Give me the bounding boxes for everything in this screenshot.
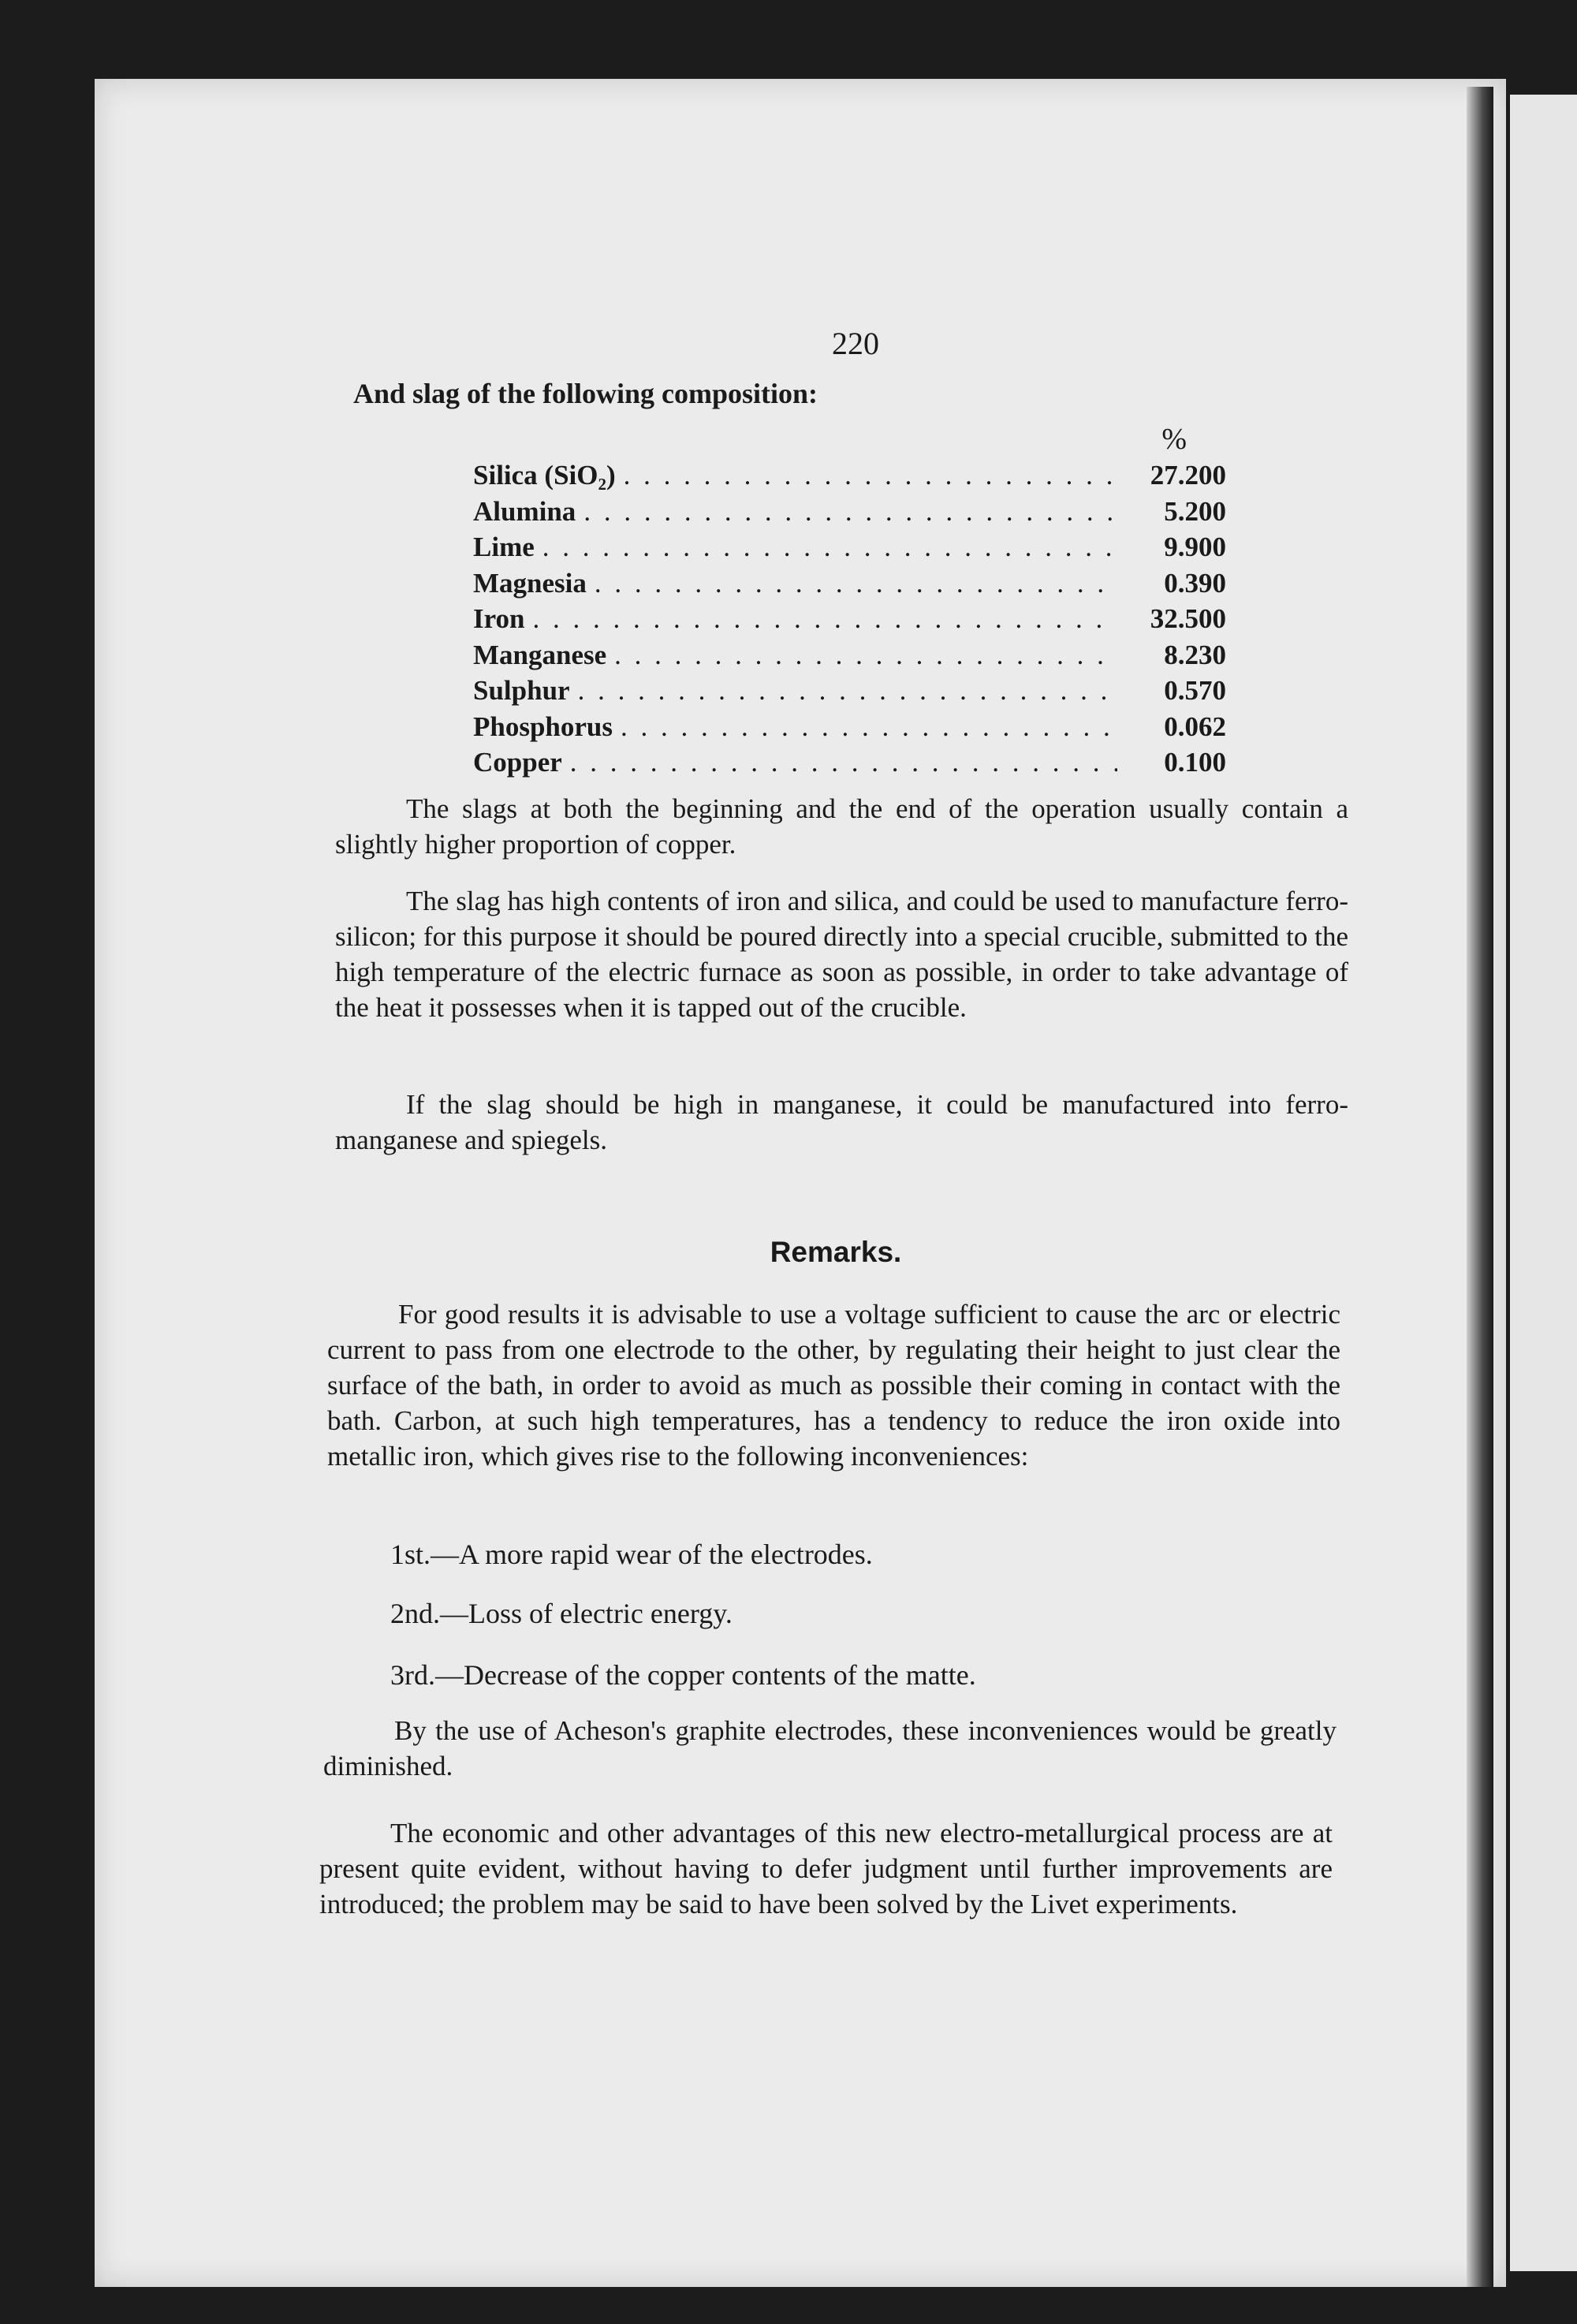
component-name: Copper bbox=[473, 747, 562, 778]
paragraph-remarks-intro: For good results it is advisable to use a voltage sufficient to cause the arc or electric current to pass from one electrode to the other, by regulating their height to just clear the surface of the bath, in order to avoid as much as possible their coming in contact with the bath. Carbon, at such high temperatures, has a tendency to reduce the iron oxide into metallic iron, which gives rise to the following inconveniences: bbox=[327, 1299, 1340, 1472]
list-item: 3rd.—Decrease of the copper contents of the matte. bbox=[390, 1659, 976, 1691]
table-row bbox=[473, 640, 1226, 676]
component-name: Iron bbox=[473, 603, 525, 634]
component-value: 27.200 bbox=[1150, 460, 1226, 491]
dot-leader bbox=[542, 532, 1117, 563]
table-row bbox=[473, 603, 1226, 640]
list-item: 1st.—A more rapid wear of the electrodes. bbox=[390, 1539, 873, 1570]
component-value: 0.100 bbox=[1164, 747, 1226, 778]
component-name: Magnesia bbox=[473, 567, 587, 599]
component-name: Silica (SiO₂) bbox=[473, 460, 616, 491]
slag-composition-table bbox=[473, 422, 1226, 783]
paragraph-ferro-manganese: If the slag should be high in manganese, it could be manufactured into ferro-manganese and spiegels. bbox=[335, 1089, 1348, 1155]
dot-leader bbox=[595, 568, 1117, 599]
table-row bbox=[473, 711, 1226, 748]
component-value: 8.230 bbox=[1164, 639, 1226, 670]
table-row bbox=[473, 568, 1226, 604]
table-row bbox=[473, 532, 1226, 568]
table-row bbox=[473, 675, 1226, 711]
dot-leader bbox=[624, 460, 1117, 491]
slag-intro: And slag of the following composition: bbox=[353, 378, 818, 409]
table-row bbox=[473, 460, 1226, 496]
adjacent-page bbox=[1510, 95, 1577, 2271]
component-name: Alumina bbox=[473, 495, 576, 527]
table-row bbox=[473, 496, 1226, 532]
book-page bbox=[95, 79, 1506, 2287]
paragraph-economic-advantages: The economic and other advantages of this new electro-metallurgical process are at present quite evident, without having to defer judgment until further improvements are introduced; the problem may be said to have been solved by the Livet experiments. bbox=[319, 1818, 1333, 1919]
percent-unit-header: % bbox=[1161, 423, 1187, 456]
table-row bbox=[473, 747, 1226, 783]
dot-leader bbox=[533, 603, 1118, 635]
component-name: Lime bbox=[473, 532, 535, 562]
component-value: 0.062 bbox=[1164, 711, 1226, 742]
component-name: Phosphorus bbox=[473, 711, 613, 742]
component-value: 5.200 bbox=[1164, 495, 1226, 527]
dot-leader bbox=[570, 747, 1117, 778]
paragraph-acheson-electrodes: By the use of Acheson's graphite electrodes, these inconveniences would be greatly diminished. bbox=[323, 1715, 1337, 1781]
remarks-heading: Remarks. bbox=[770, 1236, 902, 1268]
component-value: 9.900 bbox=[1164, 532, 1226, 562]
paragraph-slag-copper: The slags at both the beginning and the end of the operation usually contain a slightly higher proportion of copper. bbox=[335, 793, 1348, 860]
dot-leader bbox=[583, 496, 1117, 528]
page-gutter-shadow bbox=[1467, 87, 1493, 2287]
component-value: 0.390 bbox=[1164, 567, 1226, 599]
paragraph-ferro-silicon: The slag has high contents of iron and silica, and could be used to manufacture ferro-silicon; for this purpose it should be poured directly into a special crucible, submitted to the high temperature of the electric furnace as soon as possible, in order to take advantage of the heat it possesses when it is tapped out of the crucible. bbox=[335, 886, 1348, 1023]
component-value: 32.500 bbox=[1150, 603, 1226, 634]
dot-leader bbox=[614, 640, 1117, 671]
component-value: 0.570 bbox=[1164, 675, 1226, 706]
component-name: Manganese bbox=[473, 639, 607, 670]
dot-leader bbox=[621, 711, 1117, 743]
page-number: 220 bbox=[832, 326, 879, 361]
component-name: Sulphur bbox=[473, 675, 570, 706]
dot-leader bbox=[578, 675, 1117, 707]
list-item: 2nd.—Loss of electric energy. bbox=[390, 1598, 733, 1629]
